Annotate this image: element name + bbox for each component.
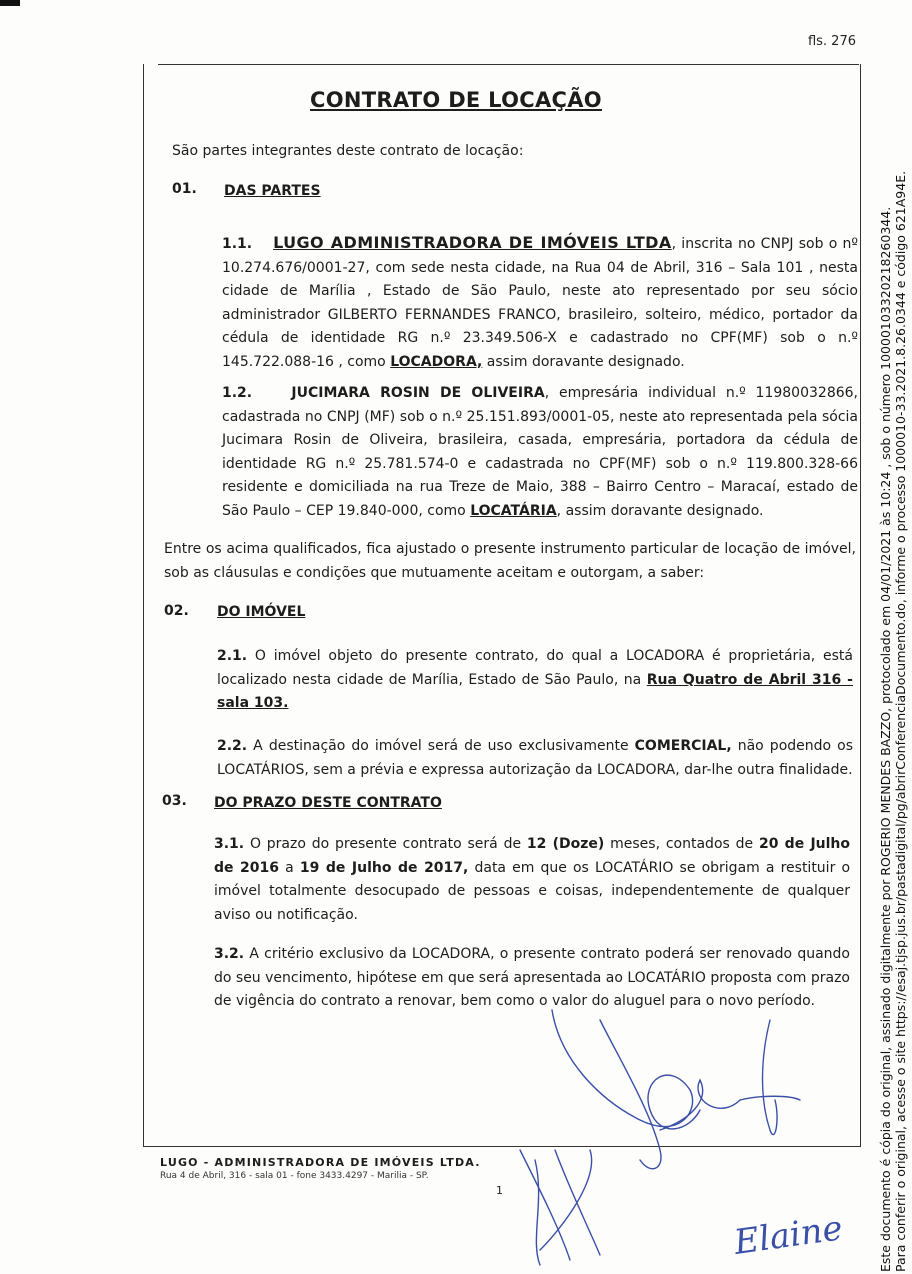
signature-elaine: Elaine bbox=[731, 1208, 846, 1263]
clause-1-2-tail: , assim doravante designado. bbox=[556, 502, 764, 519]
footer-address: Rua 4 de Abril, 316 - sala 01 - fone 3433.4297 - Marilia - SP. bbox=[160, 1171, 429, 1181]
locataria-name: JUCIMARA ROSIN DE OLIVEIRA bbox=[291, 385, 545, 401]
end-date: 19 de Julho de 2017, bbox=[299, 859, 469, 876]
clause-3-1-text: meses, contados de bbox=[604, 836, 759, 852]
clause-3-1-text: a bbox=[279, 859, 300, 876]
section-title-term: DO PRAZO DESTE CONTRATO bbox=[214, 795, 442, 811]
clause-number: 3.2. bbox=[214, 946, 245, 962]
section-number: 01. bbox=[172, 181, 197, 197]
clause-1-1-tail: assim doravante designado. bbox=[482, 353, 685, 370]
between-paragraph: Entre os acima qualificados, fica ajustado o presente instrumento particular de locação de imóvel, sob as cláusulas e condições que mutuamente aceitam e outorgam, a saber: bbox=[164, 541, 856, 581]
section-number: 03. bbox=[162, 793, 187, 809]
locadora-name: LUGO ADMINISTRADORA DE IMÓVEIS LTDA bbox=[273, 233, 672, 252]
clause-3-1-text: O prazo do presente contrato será de bbox=[244, 836, 527, 852]
section-number: 02. bbox=[164, 603, 189, 619]
clause-3-1-tail: data em que os LOCATÁRIO se obrigam a restituir o imóvel totalmente desocupado de pessoas e coisas, independentemente de qualquer aviso ou notificação. bbox=[214, 859, 851, 923]
use-type: COMERCIAL, bbox=[634, 738, 732, 754]
digital-signature-stamp-line1: Este documento é cópia do original, assinado digitalmente por ROGERIO MENDES BAZZO, protocolado em 04/01/2021 às 10:24 , sob o número 10000103320218260344. bbox=[878, 206, 893, 1272]
clause-number: 2.1. bbox=[217, 648, 248, 664]
intro-text: São partes integrantes deste contrato de locação: bbox=[172, 143, 524, 159]
page-number: 1 bbox=[496, 1184, 503, 1197]
locadora-role: LOCADORA, bbox=[390, 353, 483, 370]
page-reference: fls. 276 bbox=[807, 34, 856, 49]
digital-signature-stamp-line2: Para conferir o original, acesse o site https://esaj.tjsp.jus.br/pastadigital/pg/abrirConferenciaDocumento.do, informe o processo 1000010-33.2021.8.26.0344 e código 621A94E. bbox=[893, 170, 908, 1272]
clause-1-2-text: , empresária individual n.º 11980032866, cadastrada no CNPJ (MF) sob o n.º 25.151.893/0001-05, neste ato representada pela sócia Jucimara Rosin de Oliveira, brasileira, casada, empresária, portadora da cédula de identidade RG n.º 25.781.574-0 e cadastrada no CPF(MF) sob o n.º 119.800.328-66 residente e domiciliada na rua Treze de Maio, 388 – Bairro Centro – Maracaí, estado de São Paulo – CEP 19.840-000, como bbox=[222, 385, 858, 519]
clause-number: 2.2. bbox=[217, 738, 248, 754]
contract-title: CONTRATO DE LOCAÇÃO bbox=[310, 88, 602, 112]
locataria-role: LOCATÁRIA bbox=[470, 502, 557, 519]
start-date: 20 de Julho de 2016 bbox=[214, 836, 851, 876]
section-title-property: DO IMÓVEL bbox=[217, 604, 306, 620]
clause-1-1-text: , inscrita no CNPJ sob o nº 10.274.676/0001-27, com sede nesta cidade, na Rua 04 de Abril, 316 – Sala 101 , nesta cidade de Marília , Estado de São Paulo, neste ato representado por seu sócio administrador GILBERTO FERNANDES FRANCO, brasileiro, solteiro, médico, portador da cédula de identidade RG n.º 23.349.506-X e cadastrado no CPF(MF) sob o n.º 145.722.088-16 , como bbox=[222, 236, 858, 370]
footer-company: LUGO - ADMINISTRADORA DE IMÓVEIS LTDA. bbox=[160, 1156, 481, 1169]
property-address: Rua Quatro de Abril 316 - sala 103. bbox=[217, 671, 853, 711]
section-title-parties: DAS PARTES bbox=[224, 183, 321, 199]
clause-3-2-text: A critério exclusivo da LOCADORA, o presente contrato poderá ser renovado quando do seu vencimento, hipótese em que será apresentada ao LOCATÁRIO proposta com prazo de vigência do contrato a renovar, bem como o valor do aluguel para o novo período. bbox=[214, 946, 850, 1009]
term-months: 12 (Doze) bbox=[526, 836, 605, 852]
clause-number: 3.1. bbox=[214, 836, 245, 852]
clause-2-2-tail: não podendo os LOCATÁRIOS, sem a prévia e expressa autorização da LOCADORA, dar-lhe outra finalidade. bbox=[217, 738, 854, 778]
clause-number: 1.1. bbox=[222, 236, 253, 252]
clause-2-1-text: O imóvel objeto do presente contrato, do qual a LOCADORA é proprietária, está localizado nesta cidade de Marília, Estado de São Paulo, na bbox=[217, 648, 853, 688]
clause-2-2-text: A destinação do imóvel será de uso exclusivamente bbox=[247, 738, 635, 754]
clause-number: 1.2. bbox=[222, 385, 253, 401]
